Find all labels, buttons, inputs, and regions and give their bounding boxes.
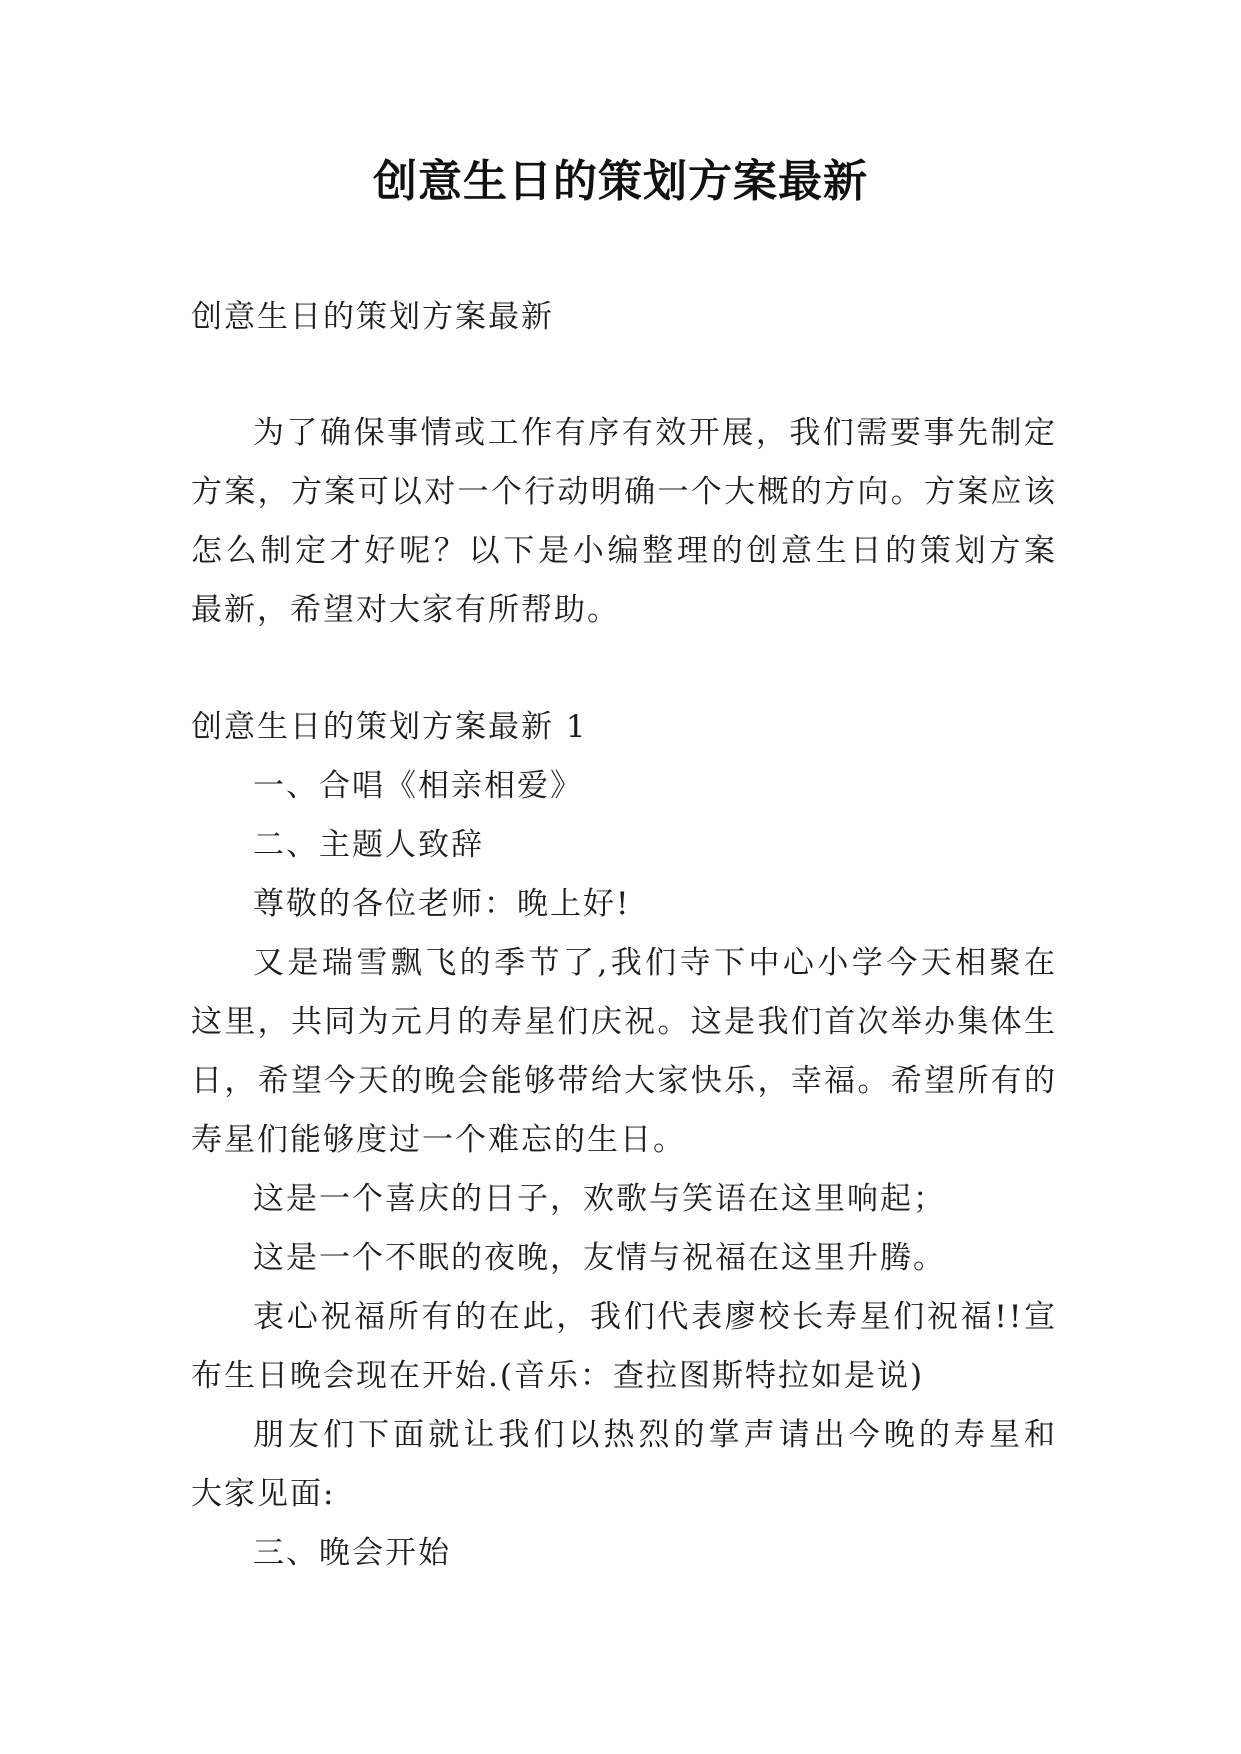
paragraph-line: 朋友们下面就让我们以热烈的掌声请出今晚的寿星和 (253, 1417, 1057, 1453)
paragraph-line: 怎么制定才好呢？以下是小编整理的创意生日的策划方案 (191, 533, 1057, 569)
speech-paragraph (191, 1406, 1057, 1524)
paragraph-line: 布生日晚会现在开始.(音乐：查拉图斯特拉如是说) (191, 1358, 925, 1394)
paragraph-line: 为了确保事情或工作有序有效开展，我们需要事先制定 (253, 415, 1057, 451)
paragraph-line: 这里，共同为元月的寿星们庆祝。这是我们首次举办集体生 (191, 1004, 1057, 1040)
paragraph-line: 又是瑞雪飘飞的季节了,我们寺下中心小学今天相聚在 (253, 945, 1057, 981)
speech-paragraph (191, 1170, 1057, 1229)
paragraph-line: 尊敬的各位老师：晚上好! (253, 886, 631, 922)
program-item (191, 816, 1057, 875)
paragraph-line: 这是一个不眠的夜晚，友情与祝福在这里升腾。 (253, 1240, 946, 1276)
paragraph-line: 寿星们能够度过一个难忘的生日。 (191, 1122, 686, 1158)
paragraph-line: 方案，方案可以对一个行动明确一个大概的方向。方案应该 (191, 474, 1057, 510)
speech-paragraph (191, 1229, 1057, 1288)
paragraph-line: 衷心祝福所有的在此，我们代表廖校长寿星们祝福!!宣 (253, 1299, 1057, 1335)
intro-heading: 创意生日的策划方案最新 (191, 299, 554, 335)
section-1 (191, 698, 1057, 1583)
paragraph-line: 三、晚会开始 (253, 1535, 451, 1571)
program-item (191, 1524, 1057, 1583)
speech-paragraph (191, 1288, 1057, 1406)
section-heading: 创意生日的策划方案最新 1 (191, 709, 588, 745)
paragraph-line: 大家见面: (191, 1476, 336, 1512)
paragraph-line: 日，希望今天的晚会能够带给大家快乐，幸福。希望所有的 (191, 1063, 1057, 1099)
paragraph-line: 二、主题人致辞 (253, 827, 484, 863)
document-body (191, 288, 1057, 1583)
speech-paragraph (191, 934, 1057, 1170)
paragraph-line: 一、合唱《相亲相爱》 (253, 768, 583, 804)
intro-paragraph (191, 404, 1057, 640)
greeting-paragraph (191, 875, 1057, 934)
program-item (191, 757, 1057, 816)
paragraph-line: 这是一个喜庆的日子，欢歌与笑语在这里响起； (253, 1181, 946, 1217)
document-title: 创意生日的策划方案最新 (373, 156, 868, 207)
paragraph-line: 最新，希望对大家有所帮助。 (191, 592, 620, 628)
